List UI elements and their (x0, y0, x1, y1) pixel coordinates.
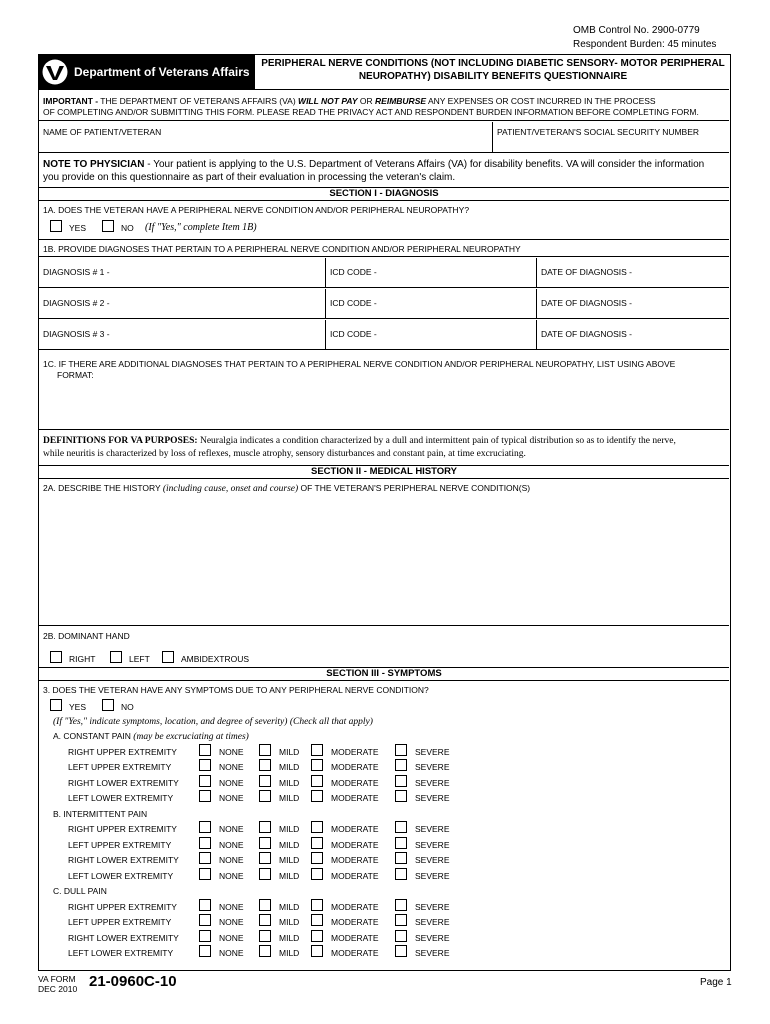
icd-cell-1 (325, 258, 377, 287)
icd-cell-3 (325, 320, 377, 349)
important-or: OR (357, 96, 376, 106)
date-cell-3 (536, 320, 632, 349)
severity-label: MODERATE (331, 762, 379, 772)
q1a-note: (If "Yes," complete Item 1B) (145, 222, 257, 233)
severity-moderate-checkbox[interactable] (311, 775, 323, 787)
severity-label: NONE (219, 839, 244, 850)
symptom-location-label: LEFT LOWER EXTREMITY (68, 793, 174, 803)
symptom-group-title: C. DULL PAIN (53, 886, 107, 896)
q2b-label: 2B. DOMINANT HAND (43, 631, 130, 641)
severity-label: MILD (279, 762, 300, 772)
patient-row (39, 122, 729, 153)
note-text2: you provide on this questionnaire as part of their evaluation in processing the veteran's claim. (43, 172, 456, 183)
severity-label: MILD (279, 793, 300, 803)
severity-moderate-checkbox[interactable] (311, 852, 323, 864)
severity-mild-checkbox[interactable] (259, 899, 271, 911)
severity-moderate-checkbox[interactable] (311, 899, 323, 911)
severity-label: SEVERE (415, 917, 450, 927)
severity-label: SEVERE (415, 901, 450, 912)
severity-none-checkbox[interactable] (199, 775, 211, 787)
severity-label: SEVERE (415, 746, 450, 757)
form-title (257, 57, 729, 83)
footer-date: DEC 2010 (38, 984, 78, 994)
symptom-group-label (53, 809, 147, 819)
severity-label: MILD (279, 901, 300, 912)
diagnosis-1-label: DIAGNOSIS # 1 - (43, 267, 110, 277)
severity-none-checkbox[interactable] (199, 852, 211, 864)
q2a-note: (including cause, onset and course) (162, 484, 299, 494)
q2b-row (39, 627, 729, 667)
icd-3-label: ICD CODE - (330, 329, 377, 339)
severity-label: MILD (279, 870, 300, 881)
q1a-row (39, 202, 729, 240)
severity-label: MILD (279, 948, 300, 958)
severity-none-checkbox[interactable] (199, 930, 211, 942)
diagnosis-row-2 (39, 289, 729, 319)
footer-va-form: VA FORM (38, 974, 76, 984)
form-header (39, 55, 729, 90)
symptom-location-label: RIGHT LOWER EXTREMITY (68, 777, 179, 788)
diagnosis-row-3 (39, 320, 729, 350)
important-notice (39, 91, 729, 121)
severity-label: MODERATE (331, 793, 379, 803)
severity-label: SEVERE (415, 839, 450, 850)
section2-title: SECTION II - MEDICAL HISTORY (39, 465, 729, 479)
q2a-label-end: OF THE VETERAN'S PERIPHERAL NERVE CONDITION(S) (298, 483, 531, 493)
severity-moderate-checkbox[interactable] (311, 945, 323, 957)
severity-severe-checkbox[interactable] (395, 837, 407, 849)
severity-none-checkbox[interactable] (199, 837, 211, 849)
va-seal-icon (42, 59, 68, 85)
severity-none-checkbox[interactable] (199, 899, 211, 911)
severity-label: NONE (219, 932, 244, 943)
symptom-location-label: RIGHT UPPER EXTREMITY (68, 901, 177, 912)
symptom-location-label: LEFT UPPER EXTREMITY (68, 839, 172, 850)
symptom-location-label: LEFT LOWER EXTREMITY (68, 948, 174, 958)
severity-severe-checkbox[interactable] (395, 744, 407, 756)
important-text2: ANY EXPENSES OR COST INCURRED IN THE PROCESS (426, 96, 656, 106)
symptom-location-label: RIGHT UPPER EXTREMITY (68, 824, 177, 834)
q3-yes-label: YES (69, 702, 87, 712)
icd-2-label: ICD CODE - (330, 298, 377, 308)
severity-none-checkbox[interactable] (199, 868, 211, 880)
severity-label: MODERATE (331, 824, 379, 834)
severity-mild-checkbox[interactable] (259, 930, 271, 942)
diagnosis-2-label: DIAGNOSIS # 2 - (43, 298, 110, 308)
right-hand-checkbox[interactable] (50, 651, 62, 663)
ambidextrous-label: AMBIDEXTROUS (181, 654, 250, 664)
severity-label: SEVERE (415, 932, 450, 943)
severity-label: NONE (219, 824, 244, 834)
definitions-text2: while neuritis is characterized by loss of reflexes, muscle atrophy, sensory disturbances and constant pain, at time excruciating. (43, 449, 526, 459)
severity-label: MODERATE (331, 917, 379, 927)
date-cell-1 (536, 258, 632, 287)
severity-label: SEVERE (415, 762, 450, 772)
q3-area (39, 682, 729, 972)
symptom-location-label: LEFT UPPER EXTREMITY (68, 917, 172, 927)
severity-label: NONE (219, 762, 244, 772)
omb-control: OMB Control No. 2900-0779 (573, 25, 700, 36)
section3-title: SECTION III - SYMPTOMS (39, 667, 729, 681)
respondent-burden: Respondent Burden: 45 minutes (573, 39, 717, 50)
form-title-line2: NEUROPATHY) DISABILITY BENEFITS QUESTIONNAIRE (358, 71, 628, 82)
q3-no-checkbox[interactable] (102, 699, 114, 711)
severity-label: MILD (279, 824, 300, 834)
q1b-row (39, 241, 729, 257)
severity-mild-checkbox[interactable] (259, 821, 271, 833)
severity-label: MILD (279, 839, 300, 850)
diagnosis-row-1 (39, 258, 729, 288)
icd-1-label: ICD CODE - (330, 267, 377, 277)
severity-mild-checkbox[interactable] (259, 744, 271, 756)
will-not-pay: WILL NOT PAY (298, 96, 358, 106)
severity-label: MILD (279, 932, 300, 943)
severity-severe-checkbox[interactable] (395, 930, 407, 942)
q1a-yes-label: YES (69, 223, 87, 233)
severity-label: SEVERE (415, 824, 450, 834)
q3-no-label: NO (121, 702, 134, 712)
form-title-line1: PERIPHERAL NERVE CONDITIONS (NOT INCLUDING DIABETIC SENSORY- MOTOR PERIPHERAL (261, 58, 725, 69)
severity-mild-checkbox[interactable] (259, 914, 271, 926)
q3-instructions: (If "Yes," indicate symptoms, location, and degree of severity) (Check all that apply) (53, 717, 373, 727)
severity-label: NONE (219, 777, 244, 788)
severity-severe-checkbox[interactable] (395, 868, 407, 880)
severity-label: MODERATE (331, 932, 379, 943)
note-label: NOTE TO PHYSICIAN (43, 159, 145, 170)
q1c-row[interactable] (39, 351, 729, 430)
severity-moderate-checkbox[interactable] (311, 759, 323, 771)
footer-page: Page 1 (700, 977, 732, 988)
severity-severe-checkbox[interactable] (395, 945, 407, 957)
severity-label: MODERATE (331, 948, 379, 958)
severity-mild-checkbox[interactable] (259, 837, 271, 849)
severity-none-checkbox[interactable] (199, 821, 211, 833)
symptom-location-label: RIGHT LOWER EXTREMITY (68, 855, 179, 865)
ambidextrous-checkbox[interactable] (162, 651, 174, 663)
date-cell-2 (536, 289, 632, 318)
severity-moderate-checkbox[interactable] (311, 790, 323, 802)
severity-moderate-checkbox[interactable] (311, 837, 323, 849)
severity-label: MODERATE (331, 839, 379, 850)
severity-label: MODERATE (331, 855, 379, 865)
icd-cell-2 (325, 289, 377, 318)
date-2-label: DATE OF DIAGNOSIS - (541, 298, 632, 308)
severity-label: SEVERE (415, 948, 450, 958)
footer-form-number: 21-0960C-10 (89, 973, 177, 990)
q1c-label: 1C. IF THERE ARE ADDITIONAL DIAGNOSES THAT PERTAIN TO A PERIPHERAL NERVE CONDITION AND/OR PERIPHERAL NEUROPATHY, LIST USING ABOVE (43, 359, 676, 369)
severity-moderate-checkbox[interactable] (311, 914, 323, 926)
severity-none-checkbox[interactable] (199, 790, 211, 802)
patient-name-label: NAME OF PATIENT/VETERAN (43, 127, 162, 137)
severity-label: MODERATE (331, 777, 379, 788)
symptom-group-label (53, 731, 249, 742)
severity-none-checkbox[interactable] (199, 945, 211, 957)
severity-mild-checkbox[interactable] (259, 852, 271, 864)
severity-severe-checkbox[interactable] (395, 790, 407, 802)
q1c-label-2: FORMAT: (57, 370, 94, 380)
severity-moderate-checkbox[interactable] (311, 744, 323, 756)
definitions (39, 431, 729, 464)
severity-mild-checkbox[interactable] (259, 759, 271, 771)
left-hand-label: LEFT (129, 654, 150, 664)
severity-severe-checkbox[interactable] (395, 759, 407, 771)
definitions-label: DEFINITIONS FOR VA PURPOSES: (43, 436, 198, 446)
severity-label: MODERATE (331, 746, 379, 757)
reimburse: REIMBURSE (375, 96, 427, 106)
symptom-location-label: RIGHT LOWER EXTREMITY (68, 932, 179, 943)
symptom-group-title: B. INTERMITTENT PAIN (53, 808, 148, 819)
severity-severe-checkbox[interactable] (395, 775, 407, 787)
severity-label: SEVERE (415, 777, 450, 788)
important-line2: OF COMPLETING AND/OR SUBMITTING THIS FORM. PLEASE READ THE PRIVACY ACT AND RESPONDENT BURDEN INFORMATION BEFORE COMPLETING FORM. (43, 107, 699, 117)
severity-severe-checkbox[interactable] (395, 914, 407, 926)
severity-severe-checkbox[interactable] (395, 899, 407, 911)
severity-label: NONE (219, 746, 244, 757)
severity-label: SEVERE (415, 870, 450, 881)
severity-label: MODERATE (331, 901, 379, 912)
severity-label: NONE (219, 917, 244, 927)
severity-severe-checkbox[interactable] (395, 852, 407, 864)
important-label: IMPORTANT - (43, 96, 99, 106)
q1a-no-label: NO (121, 223, 134, 233)
severity-none-checkbox[interactable] (199, 759, 211, 771)
section1-title: SECTION I - DIAGNOSIS (39, 187, 729, 201)
severity-label: NONE (219, 948, 244, 958)
severity-mild-checkbox[interactable] (259, 868, 271, 880)
ssn-label: PATIENT/VETERAN'S SOCIAL SECURITY NUMBER (497, 127, 700, 137)
q1a-yes-checkbox[interactable] (50, 220, 62, 232)
left-hand-checkbox[interactable] (110, 651, 122, 663)
department-name: Department of Veterans Affairs (74, 65, 250, 79)
severity-label: NONE (219, 870, 244, 881)
omb-info (573, 24, 716, 52)
severity-label: MILD (279, 855, 300, 865)
va-logo (39, 55, 255, 89)
physician-note (39, 154, 729, 187)
q2a-row[interactable] (39, 480, 729, 626)
right-hand-label: RIGHT (69, 654, 96, 664)
severity-label: MILD (279, 917, 300, 927)
severity-none-checkbox[interactable] (199, 744, 211, 756)
severity-label: NONE (219, 793, 244, 803)
important-text1: THE DEPARTMENT OF VETERANS AFFAIRS (VA) (98, 96, 299, 106)
symptom-group-title: A. CONSTANT PAIN (53, 731, 134, 741)
symptom-group-note: (may be excruciating at times) (133, 732, 249, 742)
diagnosis-3-label: DIAGNOSIS # 3 - (43, 329, 110, 339)
severity-label: MILD (279, 746, 300, 757)
severity-severe-checkbox[interactable] (395, 821, 407, 833)
severity-mild-checkbox[interactable] (259, 775, 271, 787)
q2a-label: 2A. DESCRIBE THE HISTORY (43, 483, 163, 493)
q1b-label: 1B. PROVIDE DIAGNOSES THAT PERTAIN TO A PERIPHERAL NERVE CONDITION AND/OR PERIPHERAL NEUROPATHY (43, 244, 521, 254)
severity-label: SEVERE (415, 855, 450, 865)
form (38, 54, 731, 971)
note-text1: - Your patient is applying to the U.S. Department of Veterans Affairs (VA) for disability benefits. VA will consider the information (144, 159, 705, 170)
definitions-text1: Neuralgia indicates a condition characterized by a dull and intermittent pain of typical distribution so as to identify the nerve, (197, 436, 676, 446)
severity-mild-checkbox[interactable] (259, 790, 271, 802)
date-1-label: DATE OF DIAGNOSIS - (541, 267, 632, 277)
symptom-location-label: LEFT UPPER EXTREMITY (68, 762, 172, 772)
severity-moderate-checkbox[interactable] (311, 821, 323, 833)
severity-moderate-checkbox[interactable] (311, 868, 323, 880)
symptom-group-label (53, 886, 107, 896)
severity-label: NONE (219, 855, 244, 865)
q3-label: 3. DOES THE VETERAN HAVE ANY SYMPTOMS DUE TO ANY PERIPHERAL NERVE CONDITION? (43, 685, 429, 695)
q3-yes-checkbox[interactable] (50, 699, 62, 711)
symptom-location-label: LEFT LOWER EXTREMITY (68, 870, 174, 881)
date-3-label: DATE OF DIAGNOSIS - (541, 329, 632, 339)
severity-mild-checkbox[interactable] (259, 945, 271, 957)
severity-label: MILD (279, 777, 300, 788)
severity-none-checkbox[interactable] (199, 914, 211, 926)
symptom-location-label: RIGHT UPPER EXTREMITY (68, 746, 177, 757)
severity-moderate-checkbox[interactable] (311, 930, 323, 942)
severity-label: NONE (219, 901, 244, 912)
severity-label: SEVERE (415, 793, 450, 803)
q1a-no-checkbox[interactable] (102, 220, 114, 232)
footer-form-info (38, 974, 77, 994)
severity-label: MODERATE (331, 870, 379, 881)
q1a-label: 1A. DOES THE VETERAN HAVE A PERIPHERAL NERVE CONDITION AND/OR PERIPHERAL NEUROPATHY? (43, 205, 470, 215)
ssn-cell (492, 122, 700, 152)
